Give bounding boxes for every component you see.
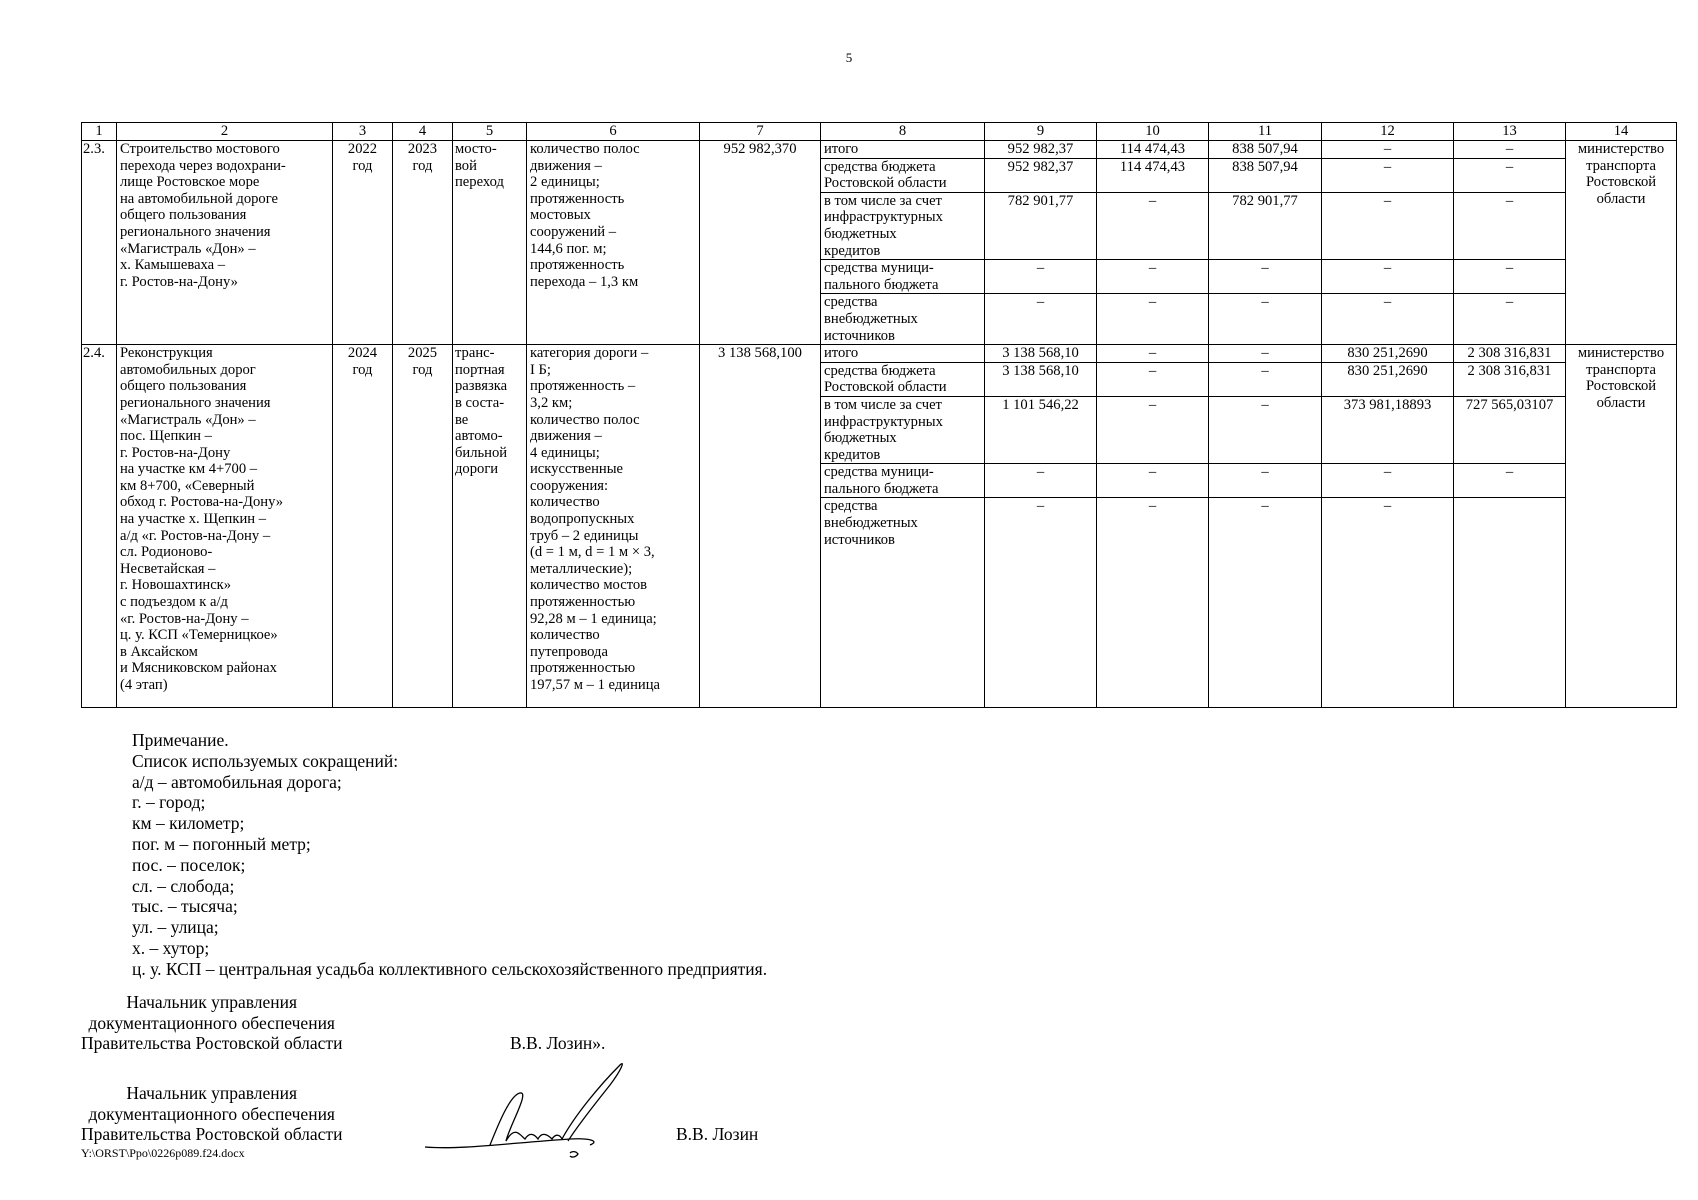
abbreviation-item: км – километр;	[132, 813, 245, 834]
object-name: Строительство мостового перехода через водохрани- лище Ростовское море на автомобильной дороге общего пользования регионального значения «Магистраль «Дон» – х. Камышеваха – г. Ростов-на-Дону»	[117, 141, 333, 345]
page-number: 5	[845, 50, 853, 65]
abbreviation-item: г. – город;	[132, 792, 206, 813]
funding-value: –	[1454, 464, 1566, 498]
funding-value: 373 981,18893	[1322, 396, 1454, 463]
funding-value: –	[1097, 498, 1209, 708]
funding-source: итого	[821, 345, 985, 363]
characteristics: категория дороги – I Б; протяженность – 3,2 км; количество полос движения – 4 единицы; искусственные сооружения: количество водопропускных труб – 2 единицы (d = 1 м, d = 1 м × 3, металлические); количество мостов протяженностью 92,28 м – 1 единица; количество путепровода протяженностью 197,57 м – 1 единица	[527, 345, 700, 708]
object-type: мосто- вой переход	[453, 141, 527, 345]
funding-value: –	[1322, 158, 1454, 192]
abbreviation-item: сл. – слобода;	[132, 875, 235, 896]
abbreviation-item: х. – хутор;	[132, 937, 210, 958]
funding-value: –	[1209, 345, 1322, 363]
notes-block	[132, 730, 767, 980]
funding-value: 952 982,37	[985, 141, 1097, 159]
funding-value: 830 251,2690	[1322, 345, 1454, 363]
total-cost: 3 138 568,100	[700, 345, 821, 708]
header-cell: 13	[1454, 123, 1566, 141]
funding-source: средства бюджета Ростовской области	[821, 158, 985, 192]
funding-value: –	[985, 498, 1097, 708]
funding-source: в том числе за счет инфраструктурных бюджетных кредитов	[821, 396, 985, 463]
end-year: 2023 год	[393, 141, 453, 345]
executor: министерство транспорта Ростовской области	[1566, 141, 1677, 345]
abbreviation-item: пос. – поселок;	[132, 854, 246, 875]
funding-value: –	[1097, 192, 1209, 259]
header-cell: 5	[453, 123, 527, 141]
funding-value: 3 138 568,10	[985, 362, 1097, 396]
abbreviation-item: тыс. – тысяча;	[132, 896, 238, 917]
position-line: Начальник управления	[126, 992, 298, 1012]
header-cell: 12	[1322, 123, 1454, 141]
funding-value: 2 308 316,831	[1454, 362, 1566, 396]
funding-value: –	[1097, 345, 1209, 363]
header-cell: 1	[82, 123, 117, 141]
funding-value: 830 251,2690	[1322, 362, 1454, 396]
funding-value: –	[1322, 498, 1454, 708]
position-line: Правительства Ростовской области	[81, 1033, 343, 1054]
funding-value: –	[1209, 260, 1322, 294]
funding-source: средства муници- пального бюджета	[821, 464, 985, 498]
object-type: транс- портная развязка в соста- ве автомо- бильной дороги	[453, 345, 527, 708]
header-row	[82, 123, 1677, 141]
end-year: 2025 год	[393, 345, 453, 708]
signature-block-2	[81, 1083, 342, 1145]
funding-value: 3 138 568,10	[985, 345, 1097, 363]
funding-value: 114 474,43	[1097, 158, 1209, 192]
funding-value: –	[1322, 260, 1454, 294]
funding-value	[1454, 498, 1566, 708]
funding-value: –	[1097, 464, 1209, 498]
position-line: Правительства Ростовской области	[81, 1124, 343, 1145]
header-cell: 3	[333, 123, 393, 141]
funding-value: –	[1209, 396, 1322, 463]
start-year: 2022 год	[333, 141, 393, 345]
abbreviation-item: а/д – автомобильная дорога;	[132, 771, 342, 792]
handwritten-signature	[420, 1055, 660, 1165]
funding-value: –	[1322, 464, 1454, 498]
header-cell: 9	[985, 123, 1097, 141]
total-cost: 952 982,370	[700, 141, 821, 345]
row-number: 2.4.	[82, 345, 117, 708]
header-cell: 6	[527, 123, 700, 141]
file-path: Y:\ORST\Ppo\0226p089.f24.docx	[81, 1146, 245, 1160]
funding-value: –	[1322, 141, 1454, 159]
funding-value: –	[1097, 260, 1209, 294]
header-cell: 10	[1097, 123, 1209, 141]
table-row	[82, 345, 1677, 363]
funding-value: –	[1322, 192, 1454, 259]
funding-value: –	[985, 260, 1097, 294]
abbreviation-item: ц. у. КСП – центральная усадьба коллективного сельскохозяйственного предприятия.	[132, 958, 768, 979]
funding-value: 114 474,43	[1097, 141, 1209, 159]
funding-value: –	[1209, 464, 1322, 498]
funding-value: 2 308 316,831	[1454, 345, 1566, 363]
funding-value: –	[1454, 141, 1566, 159]
funding-value: 782 901,77	[985, 192, 1097, 259]
abbreviation-item: пог. м – погонный метр;	[132, 833, 311, 854]
funding-source: средства муници- пального бюджета	[821, 260, 985, 294]
notes-subtitle: Список используемых сокращений:	[132, 750, 399, 771]
funding-value: 1 101 546,22	[985, 396, 1097, 463]
funding-value: –	[1454, 192, 1566, 259]
funding-value: 952 982,37	[985, 158, 1097, 192]
funding-value: –	[1454, 294, 1566, 345]
position-line: документационного обеспечения	[88, 1012, 335, 1033]
funding-value: –	[1097, 396, 1209, 463]
header-cell: 7	[700, 123, 821, 141]
funding-value: –	[985, 464, 1097, 498]
funding-value: –	[1209, 498, 1322, 708]
header-cell: 8	[821, 123, 985, 141]
row-number: 2.3.	[82, 141, 117, 345]
funding-value: –	[1209, 294, 1322, 345]
funding-value: 782 901,77	[1209, 192, 1322, 259]
funding-value: –	[1097, 294, 1209, 345]
funding-value: –	[1322, 294, 1454, 345]
funding-value: –	[1097, 362, 1209, 396]
position-line: Начальник управления	[126, 1083, 298, 1103]
funding-source: средства внебюджетных источников	[821, 498, 985, 708]
executor: министерство транспорта Ростовской области	[1566, 345, 1677, 708]
funding-source: средства бюджета Ростовской области	[821, 362, 985, 396]
funding-value: –	[1454, 158, 1566, 192]
funding-value: 727 565,03107	[1454, 396, 1566, 463]
header-cell: 2	[117, 123, 333, 141]
funding-value: –	[1454, 260, 1566, 294]
funding-value: –	[1209, 362, 1322, 396]
notes-title: Примечание.	[132, 730, 229, 750]
funding-source: средства внебюджетных источников	[821, 294, 985, 345]
funding-source: в том числе за счет инфраструктурных бюджетных кредитов	[821, 192, 985, 259]
signer-name-2: В.В. Лозин	[676, 1124, 759, 1144]
header-cell: 14	[1566, 123, 1677, 141]
funding-source: итого	[821, 141, 985, 159]
object-name: Реконструкция автомобильных дорог общего пользования регионального значения «Магистраль «Дон» – пос. Щепкин – г. Ростов-на-Дону на участке км 4+700 – км 8+700, «Северный обход г. Ростова-на-Дону» на участке х. Щепкин – а/д «г. Ростов-на-Дону – сл. Родионово- Несветайская – г. Новошахтинск» с подъездом к а/д «г. Ростов-на-Дону – ц. у. КСП «Темерницкое» в Аксайском и Мясниковском районах (4 этап)	[117, 345, 333, 708]
characteristics: количество полос движения – 2 единицы; протяженность мостовых сооружений – 144,6 пог. м; протяженность перехода – 1,3 км	[527, 141, 700, 345]
signature-block-1	[81, 992, 342, 1054]
abbreviation-item: ул. – улица;	[132, 917, 219, 938]
start-year: 2024 год	[333, 345, 393, 708]
program-table	[81, 122, 1677, 708]
signer-name-1: В.В. Лозин».	[510, 1033, 606, 1053]
funding-value: 838 507,94	[1209, 141, 1322, 159]
header-cell: 4	[393, 123, 453, 141]
funding-value: –	[985, 294, 1097, 345]
position-line: документационного обеспечения	[88, 1103, 335, 1124]
funding-value: 838 507,94	[1209, 158, 1322, 192]
table-row	[82, 141, 1677, 159]
header-cell: 11	[1209, 123, 1322, 141]
